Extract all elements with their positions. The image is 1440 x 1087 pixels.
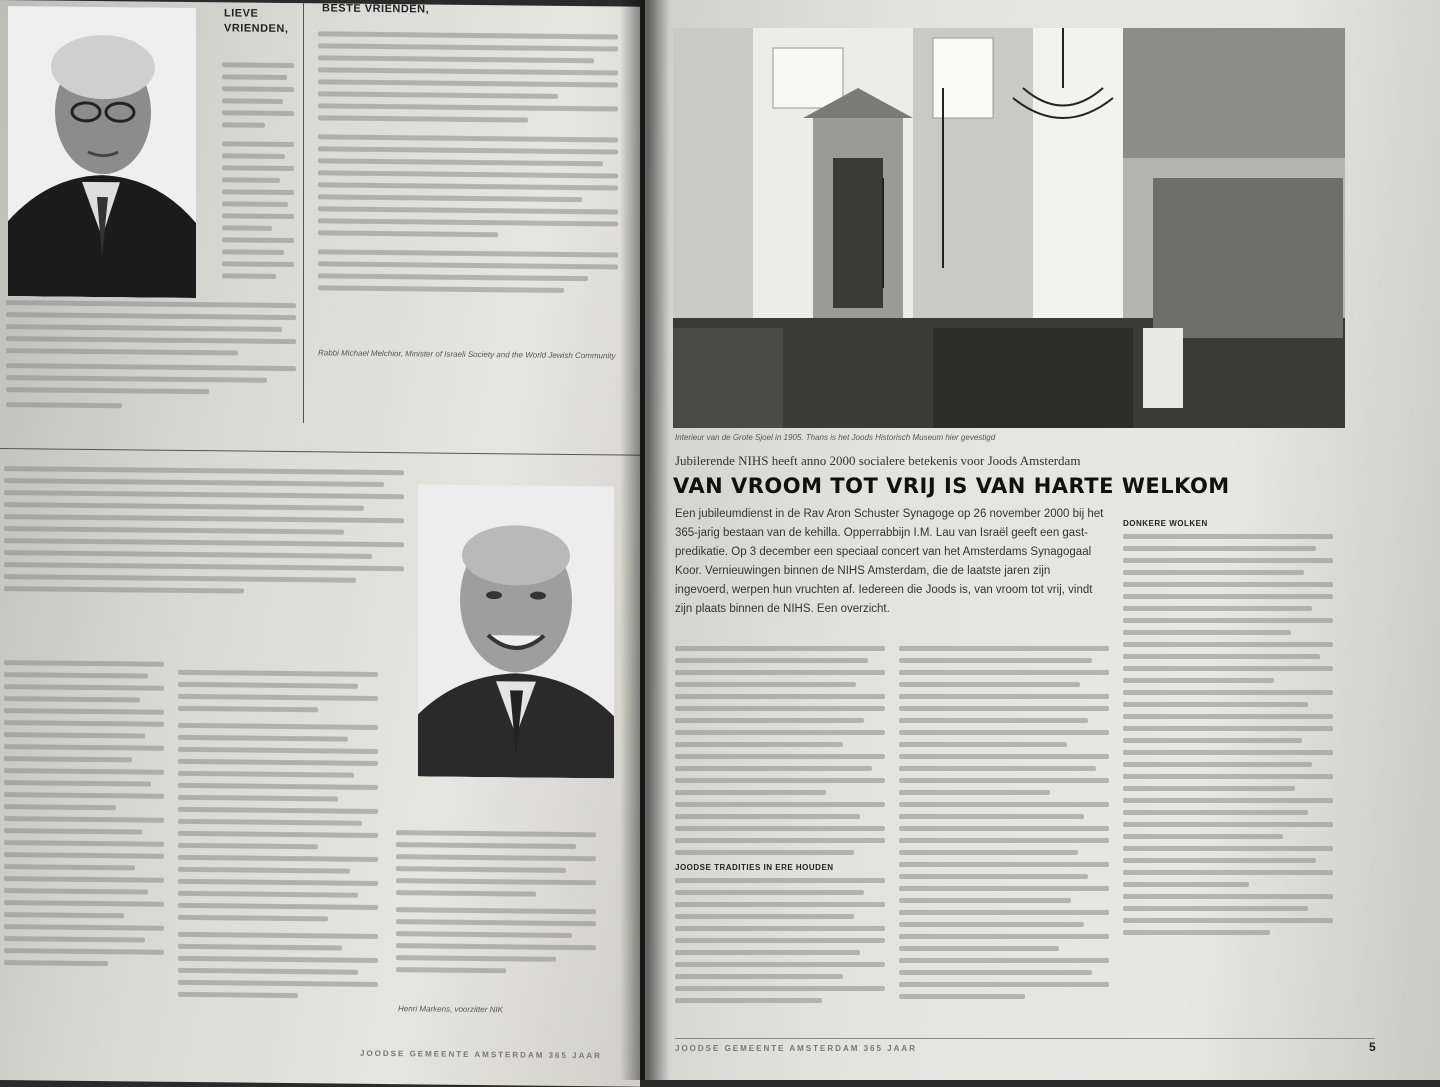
column-text-1 [222,62,294,286]
photo-caption: Interieur van de Grote Sjoel in 1905. Thans is het Joods Historisch Museum hier gevestigd [675,433,996,442]
column-divider [303,3,304,423]
headline: VAN VROOM TOT VRIJ IS VAN HARTE WELKOM [673,474,1230,498]
portrait-photo-2 [418,484,614,778]
right-footer: JOODSE GEMEENTE AMSTERDAM 365 JAAR [675,1044,917,1053]
right-page [645,0,1440,1080]
kicker: Jubilerende NIHS heeft anno 2000 socialere betekenis voor Joods Amsterdam [675,453,1081,468]
left-page [0,0,640,1087]
body-column-1b [675,878,885,1010]
signature-melchior: Rabbi Michael Melchior, Minister of Israeli Society and the World Jewish Community [318,348,616,361]
portrait-photo-1 [8,6,196,298]
body-column-3 [1123,534,1333,942]
body-column-2 [899,646,1109,1006]
left-footer: JOODSE GEMEENTE AMSTERDAM 365 JAAR [360,1048,602,1061]
page-gutter [620,0,670,1080]
subhead-traditions: JOODSE TRADITIES IN ERE HOUDEN [675,863,834,872]
signature-markens: Henri Markens, voorzitter NIK [398,1004,503,1015]
lead-paragraph: Een jubileumdienst in de Rav Aron Schuster Synagoge op 26 november 2000 bij het 365-jarig bestaan van de kehilla. Opperrabbijn I.M. Lau van Israël geeft een gast-predikatie. Op 3 december een speciaal concert van het Amsterdams Synagogaal Koor. Vernieuwingen binnen de NIHS Amsterdam, die de laatste jaren zijn ingevoerd, werpen hun vruchten af. Iedereen die Joods is, van vroom tot vrij, vindt zijn plaats binnen de NIHS. Een overzicht. [675,508,1104,615]
body-column-1 [675,646,885,862]
heading-lieve-vrienden: LIEVE VRIENDEN, [224,7,289,36]
horizontal-divider [0,448,640,456]
intro-text-block [6,300,296,417]
synagogue-interior-photo [673,28,1345,428]
heading-beste-vrienden: BESTE VRIENDEN, [322,2,430,16]
wide-text-block [4,466,404,602]
column-text-5 [396,830,596,981]
page-number: 5 [1369,1040,1376,1054]
column-text-3 [4,660,164,974]
column-text-4 [178,670,378,1006]
subhead-donkere-wolken: DONKERE WOLKEN [1123,519,1208,528]
column-text-2 [318,31,618,300]
footer-rule [675,1038,1375,1039]
